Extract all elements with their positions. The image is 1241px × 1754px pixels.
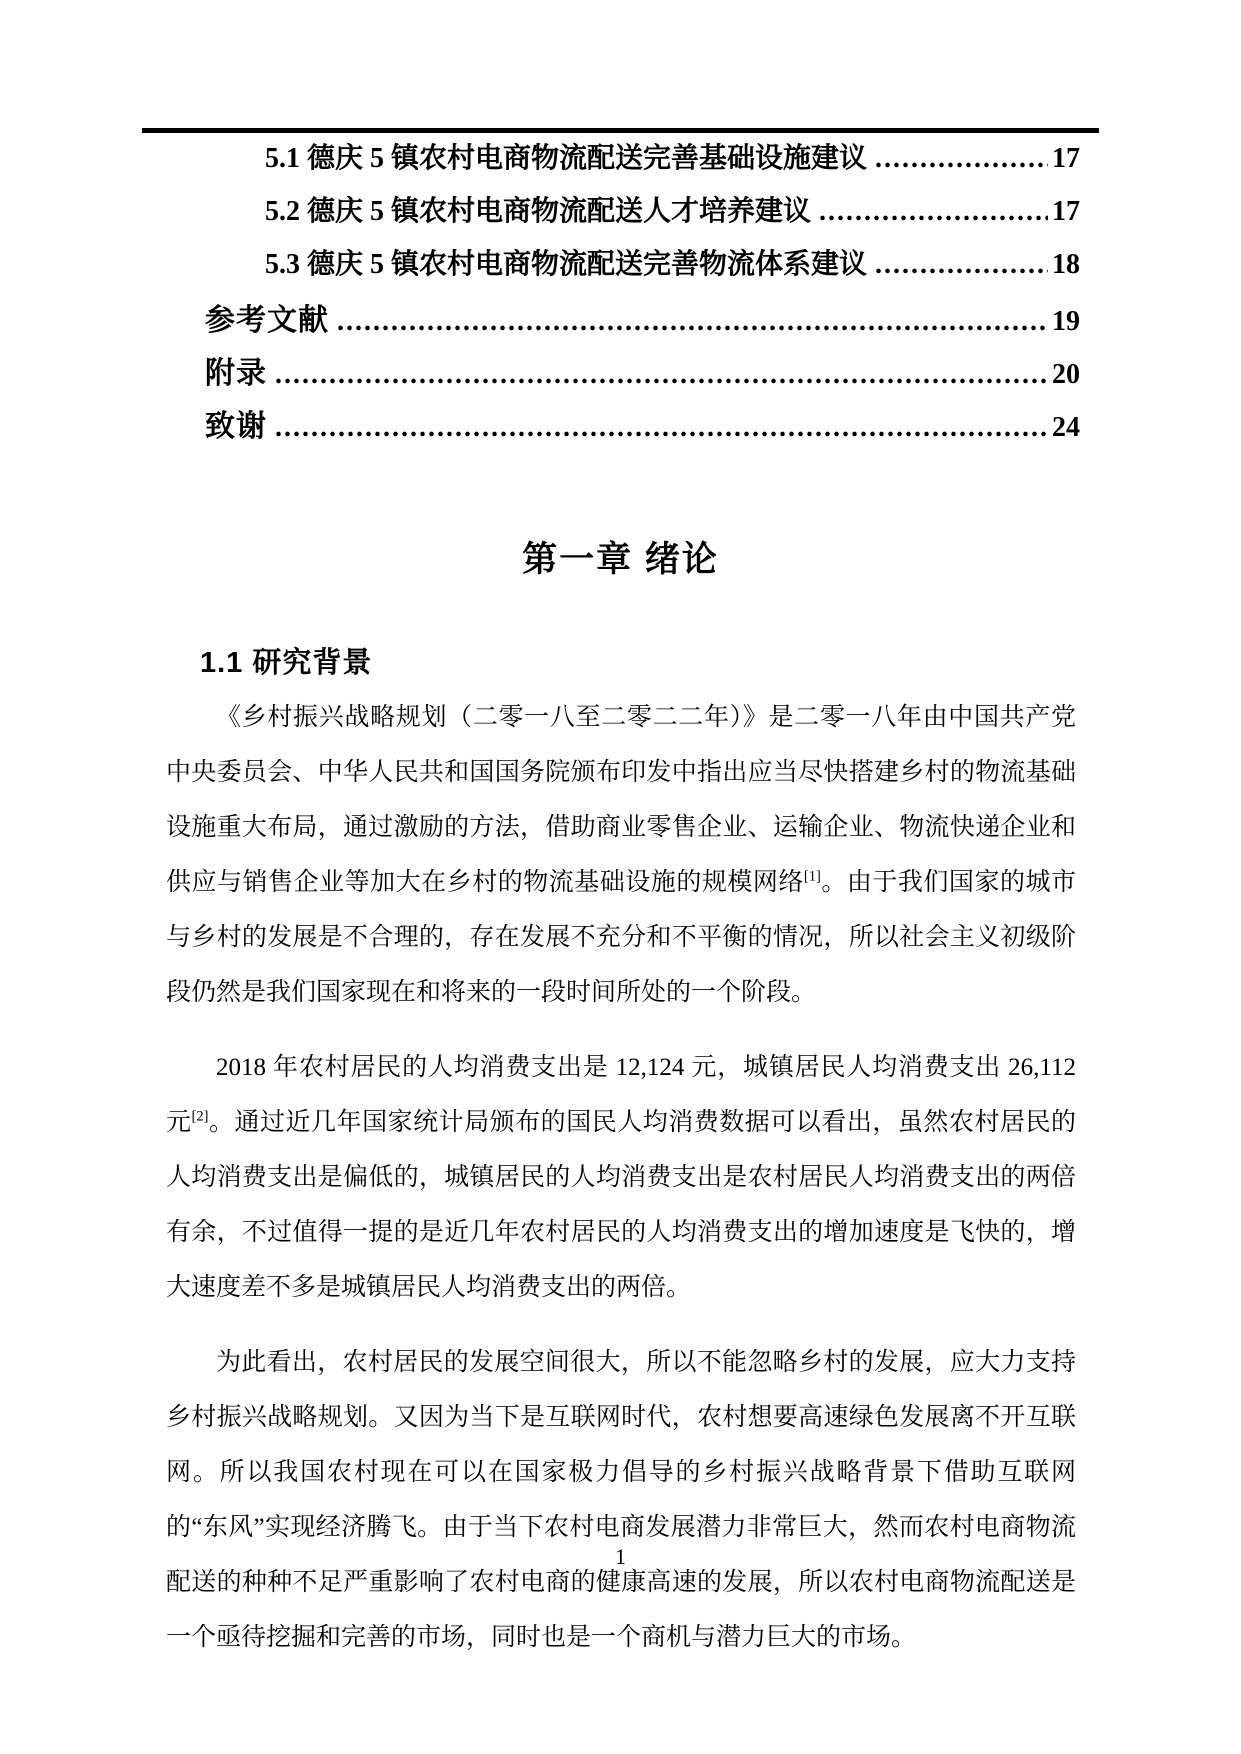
paragraph-text: 。通过近几年国家统计局颁布的国民人均消费数据可以看出，虽然农村居民的人均消费支出是偏低的，城镇居民的人均消费支出是农村居民人均消费支出的两倍有余，不过值得一提的是近几年农村居民的人均消费支出的增加速度是飞快的，增大速度差不多是城镇居民人均消费支出的两倍。 xyxy=(166,1109,1076,1301)
table-of-contents xyxy=(0,136,1241,454)
chapter-heading: 第一章 绪论 xyxy=(522,540,719,579)
paragraph-text: 2018 年农村居民的人均消费支出是 12,124 元，城镇居民人均消费支出 26,112 元 xyxy=(166,1054,1076,1136)
header-divider xyxy=(142,128,1099,133)
toc-dot-leader xyxy=(819,196,1048,228)
page-number: 1 xyxy=(615,1544,626,1569)
toc-entry-appendix[interactable] xyxy=(205,348,1080,401)
toc-dot-leader xyxy=(337,306,1048,338)
toc-dot-leader xyxy=(875,249,1048,281)
toc-entry-label: 参考文献 xyxy=(205,304,329,337)
toc-page-number: 19 xyxy=(1052,306,1080,337)
toc-entry-references[interactable] xyxy=(205,295,1080,348)
toc-page-number: 24 xyxy=(1052,412,1080,443)
toc-dot-leader xyxy=(875,143,1048,175)
toc-entry-label: 5.2 德庆 5 镇农村电商物流配送人才培养建议 xyxy=(265,196,812,227)
paragraph-text: 为此看出，农村居民的发展空间很大，所以不能忽略乡村的发展，应大力支持乡村振兴战略规划。又因为当下是互联网时代，农村想要高速绿色发展离不开互联网。所以我国农村现在可以在国家极力倡导的乡村振兴战略背景下借助互联网的“东风”实现经济腾飞。由于当下农村电商发展潜力非常巨大，然而农村电商物流配送的种种不足严重影响了农村电商的健康高速的发展，所以农村电商物流配送是一个亟待挖掘和完善的市场，同时也是一个商机与潜力巨大的市场。 xyxy=(166,1349,1076,1651)
citation-superscript-2: [2] xyxy=(191,1108,209,1125)
toc-entry-5-1[interactable] xyxy=(265,136,1080,189)
body-content xyxy=(166,690,1076,1685)
section-heading: 1.1 研究背景 xyxy=(200,647,373,679)
citation-superscript-1: [1] xyxy=(803,868,821,885)
toc-entry-label: 5.3 德庆 5 镇农村电商物流配送完善物流体系建议 xyxy=(265,249,868,280)
paragraph-2 xyxy=(166,1040,1076,1315)
toc-entry-5-2[interactable] xyxy=(265,189,1080,242)
toc-entry-5-3[interactable] xyxy=(265,242,1080,295)
toc-page-number: 17 xyxy=(1052,196,1080,227)
toc-page-number: 17 xyxy=(1052,143,1080,174)
paragraph-3 xyxy=(166,1335,1076,1665)
toc-entry-label: 5.1 德庆 5 镇农村电商物流配送完善基础设施建议 xyxy=(265,143,868,174)
paragraph-text: 。由于我们国家的城市与乡村的发展是不合理的，存在发展不充分和不平衡的情况，所以社会主义初级阶段仍然是我们国家现在和将来的一段时间所处的一个阶段。 xyxy=(166,869,1076,1006)
toc-entry-acknowledgements[interactable] xyxy=(205,401,1080,454)
toc-entry-label: 致谢 xyxy=(205,410,267,443)
paragraph-text: 《乡村振兴战略规划（二零一八至二零二二年）》是二零一八年由中国共产党中央委员会、中华人民共和国国务院颁布印发中指出应当尽快搭建乡村的物流基础设施重大布局，通过激励的方法，借助商业零售企业、运输企业、物流快递企业和供应与销售企业等加大在乡村的物流基础设施的规模网络 xyxy=(166,704,1076,896)
paragraph-1 xyxy=(166,690,1076,1020)
toc-entry-label: 附录 xyxy=(205,357,267,390)
toc-page-number: 20 xyxy=(1052,359,1080,390)
toc-page-number: 18 xyxy=(1052,249,1080,280)
toc-dot-leader xyxy=(275,359,1048,391)
toc-dot-leader xyxy=(275,412,1048,444)
